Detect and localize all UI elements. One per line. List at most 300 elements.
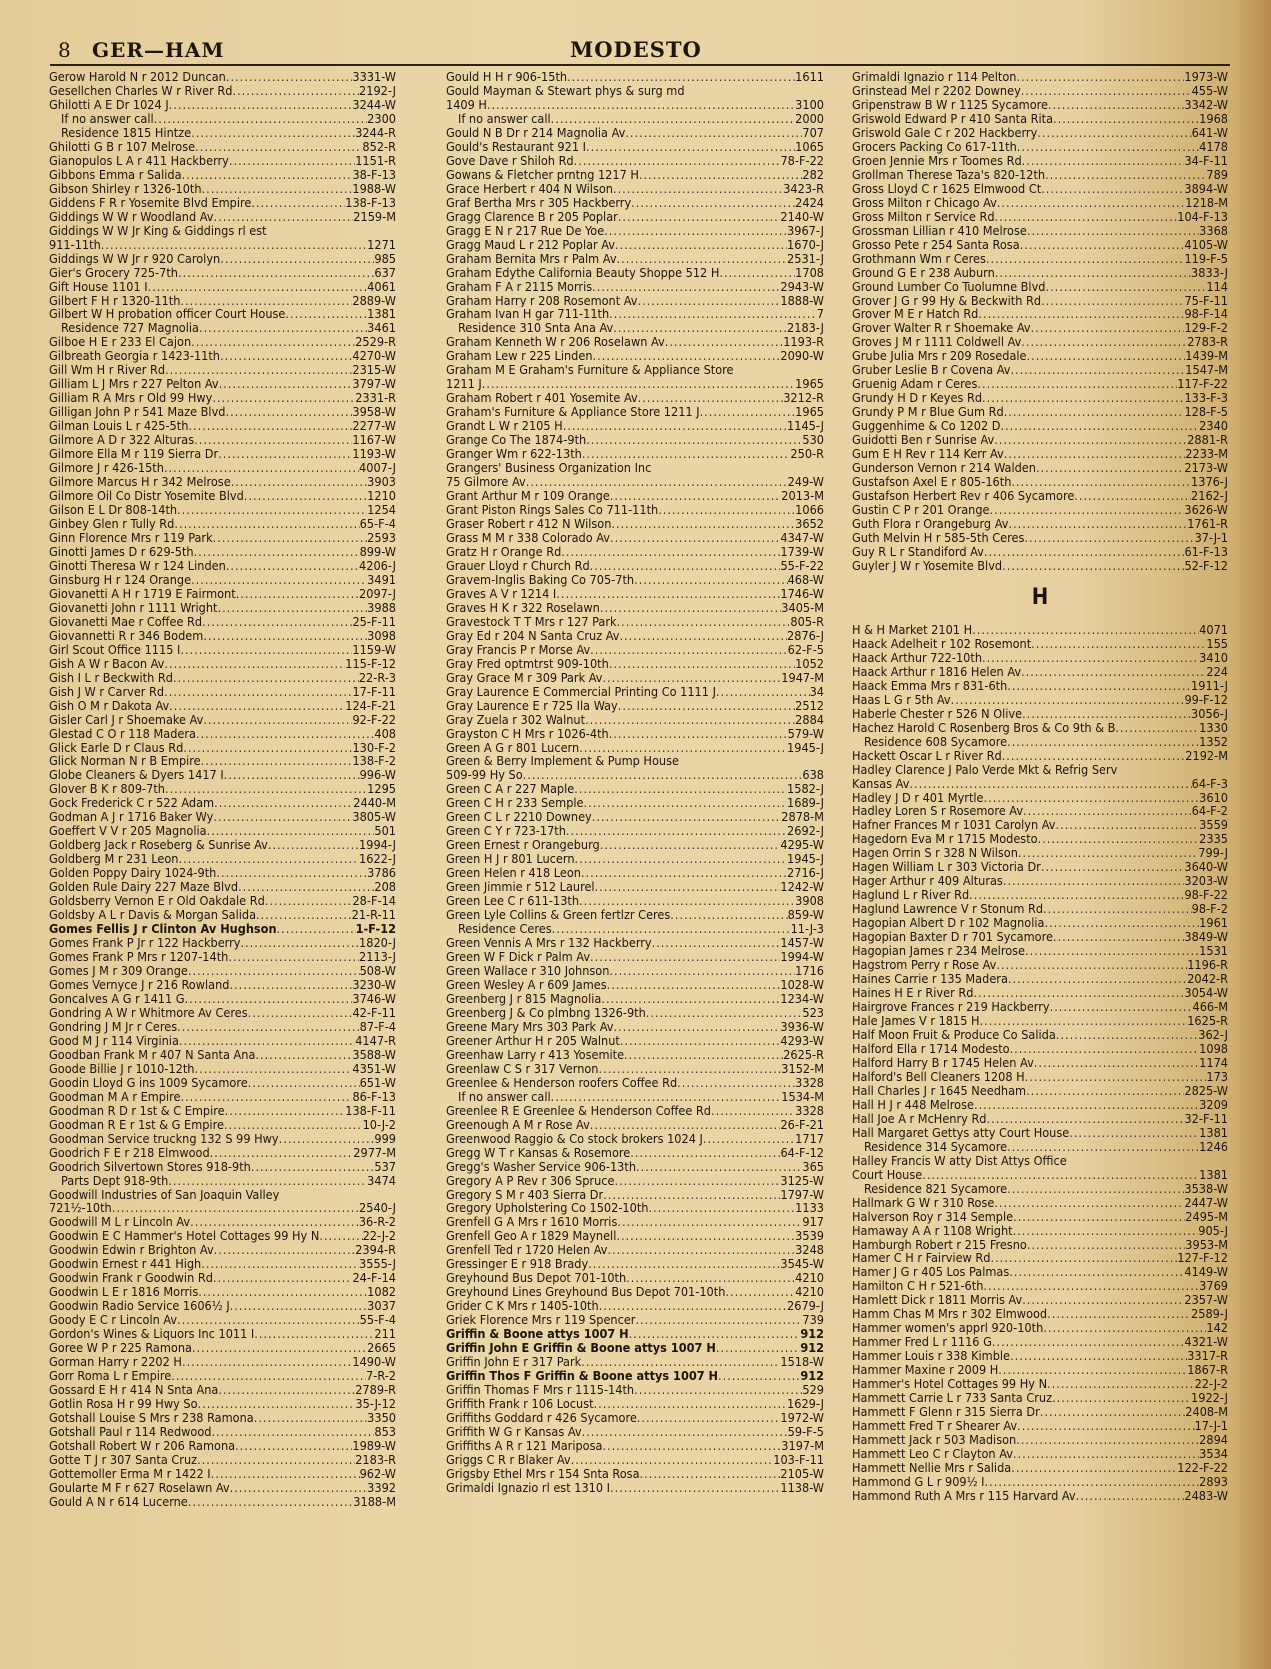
listing-name: Gilmore Marcus H r 342 Melrose xyxy=(49,475,231,490)
listing-entry-head xyxy=(446,84,824,98)
listing-entry-continuation xyxy=(446,475,824,489)
leader-dots xyxy=(973,986,1184,1000)
listing-name: Greenberg J r 815 Magnolia xyxy=(446,991,602,1006)
listing-entry xyxy=(446,224,824,238)
phone-number: 2183-J xyxy=(787,321,824,336)
leader-dots xyxy=(224,768,360,782)
listing-entry xyxy=(49,126,396,140)
listing-name: Hamer C H r Fairview Rd xyxy=(852,1251,991,1266)
leader-dots xyxy=(217,601,367,615)
phone-number: 2000 xyxy=(795,111,824,126)
listing-name: Goularte M F r 627 Roselawn Av xyxy=(49,1480,230,1495)
phone-number: 4351-W xyxy=(352,1061,396,1076)
listing-entry xyxy=(446,782,824,796)
listing-name: Gotlin Rosa H r 99 Hwy So xyxy=(49,1397,198,1411)
listing-name: Graham Harry r 208 Rosemont Av xyxy=(446,293,638,308)
listing-name: Graham Kenneth W r 206 Roselawn Av xyxy=(446,335,665,350)
leader-dots xyxy=(590,559,781,573)
leader-dots xyxy=(211,1425,374,1439)
leader-dots xyxy=(198,1285,367,1299)
listing-name: Goldberg Jack r Roseberg & Sunrise Av xyxy=(49,838,268,853)
leader-dots xyxy=(1027,224,1199,238)
listing-name: Grimaldi Ignazio r 114 Pelton xyxy=(852,70,1017,84)
phone-number: 3652 xyxy=(795,517,824,531)
listing-entry xyxy=(49,559,396,573)
listing-name: Grimaldi Ignazio rl est 1310 I xyxy=(446,1480,611,1495)
leader-dots xyxy=(1048,98,1184,112)
listing-name: Gruber Leslie B r Covena Av xyxy=(852,363,1011,378)
leader-dots xyxy=(177,1313,360,1327)
phone-number: 3538-W xyxy=(1184,1181,1228,1196)
phone-number: 1989-W xyxy=(352,1438,396,1453)
phone-number: 2692-J xyxy=(787,824,824,839)
phone-number: 1867-R xyxy=(1187,1363,1228,1378)
leader-dots xyxy=(995,210,1178,224)
listing-name: Griffin John E r 317 Park xyxy=(446,1355,582,1370)
listing-name: Gomes Frank P Jr r 122 Hackberry xyxy=(49,936,241,951)
phone-number: 1994-W xyxy=(780,950,824,964)
listing-name: Griffin John E Griffin & Boone attys 1007 H xyxy=(446,1341,716,1356)
listing-name: Goodban Frank M r 407 N Santa Ana xyxy=(49,1047,256,1062)
phone-number: 3461 xyxy=(367,321,396,336)
phone-number: 1052 xyxy=(795,656,824,671)
leader-dots xyxy=(615,238,787,252)
listing-name: Haglund Lawrence V r Stonum Rd xyxy=(852,902,1044,917)
phone-number: 466-M xyxy=(1192,1000,1228,1014)
listing-entry xyxy=(446,405,824,419)
listing-name: Gilbreath Georgia r 1423-11th xyxy=(49,349,220,364)
phone-number: 859-W xyxy=(787,908,824,923)
listing-name: Glick Norman N r B Empire xyxy=(49,754,201,769)
leader-dots xyxy=(637,1411,781,1425)
leader-dots xyxy=(1041,182,1184,196)
listing-name: Goldsby A L r Davis & Morgan Salida xyxy=(49,908,257,923)
leader-dots xyxy=(174,517,359,531)
leader-dots xyxy=(1044,916,1199,930)
listing-name: Greenlaw C S r 317 Vernon xyxy=(446,1061,599,1076)
phone-number: 468-W xyxy=(787,572,824,587)
phone-number: 2716-J xyxy=(787,866,824,881)
phone-number: 4321-W xyxy=(1184,1335,1228,1350)
leader-dots xyxy=(1002,559,1184,573)
listing-entry xyxy=(49,894,396,908)
listing-entry xyxy=(852,224,1228,238)
leader-dots xyxy=(1002,749,1186,763)
phone-number: 1218-M xyxy=(1185,195,1228,210)
listing-entry xyxy=(852,1265,1228,1279)
listing-entry xyxy=(446,1229,824,1243)
phone-number: 1582-J xyxy=(787,782,824,797)
leader-dots xyxy=(617,1215,802,1229)
listing-entry xyxy=(446,266,824,280)
listing-name: Gisler Carl J r Shoemake Av xyxy=(49,712,204,727)
listing-entry-head xyxy=(446,363,824,377)
leader-dots xyxy=(618,210,781,224)
leader-dots xyxy=(229,978,352,992)
phone-number: 3037 xyxy=(367,1299,396,1314)
phone-number: 3833-J xyxy=(1191,265,1228,280)
listing-name: Gilmore A D r 322 Alturas xyxy=(49,433,195,448)
listing-entry xyxy=(49,433,396,447)
listing-entry xyxy=(446,741,824,755)
listing-entry xyxy=(49,1425,396,1439)
listing-entry xyxy=(446,1006,824,1020)
phone-number: 3054-W xyxy=(1184,986,1228,1001)
listing-entry-head xyxy=(852,1154,1228,1168)
phone-number: 133-F-3 xyxy=(1184,391,1228,406)
listing-entry xyxy=(49,363,396,377)
leader-dots xyxy=(1010,1042,1200,1056)
listing-entry xyxy=(49,685,396,699)
listing-entry xyxy=(49,1229,396,1243)
leader-dots xyxy=(617,252,788,266)
leader-dots xyxy=(194,433,352,447)
listing-name: Goodwin Ernest r 441 High xyxy=(49,1257,202,1272)
leader-dots xyxy=(1021,84,1192,98)
listing-name: Good M J r 114 Virginia xyxy=(49,1033,179,1048)
listing-name: Gray Zuela r 302 Walnut xyxy=(446,712,586,727)
listing-entry xyxy=(852,930,1228,944)
listing-entry xyxy=(49,615,396,629)
leader-dots xyxy=(255,1048,352,1062)
listing-entry xyxy=(446,196,824,210)
listing-entry-continuation xyxy=(49,238,396,252)
leader-dots xyxy=(1008,517,1187,531)
phone-number: 4061 xyxy=(367,279,396,294)
leader-dots xyxy=(1056,1028,1198,1042)
listing-name: Griffiths Goddard r 426 Sycamore xyxy=(446,1411,637,1425)
listing-entry xyxy=(49,489,396,503)
listing-name: H & H Market 2101 H xyxy=(852,622,973,637)
listing-name: Hall H J r 448 Melrose xyxy=(852,1097,974,1112)
leader-dots xyxy=(1036,461,1184,475)
phone-number: 2878-M xyxy=(781,810,824,825)
phone-number: 3368 xyxy=(1199,223,1228,238)
listing-name: Griffin & Boone attys 1007 H xyxy=(446,1327,629,1342)
listing-name: Gove Dave r Shiloh Rd xyxy=(446,153,574,168)
phone-number: 3849-W xyxy=(1184,930,1228,945)
leader-dots xyxy=(214,796,353,810)
listing-entry xyxy=(49,1327,396,1341)
leader-dots xyxy=(1026,1084,1184,1098)
leader-dots xyxy=(254,1411,367,1425)
listing-name: Griswold Gale C r 202 Hackberry xyxy=(852,125,1038,140)
phone-number: 2529-R xyxy=(355,335,396,350)
listing-entry xyxy=(446,713,824,727)
leader-dots xyxy=(224,1118,363,1132)
listing-entry xyxy=(852,693,1228,707)
listing-entry xyxy=(49,294,396,308)
phone-number: 21-R-11 xyxy=(351,908,396,923)
listing-name: Goodwin Radio Service 1606½ J xyxy=(49,1299,230,1314)
leader-dots xyxy=(590,643,788,657)
listing-name: Goeffert V V r 205 Magnolia xyxy=(49,824,207,839)
listing-entry xyxy=(49,321,396,335)
listing-name: Gish J W r Carver Rd xyxy=(49,684,165,699)
phone-number: 912 xyxy=(800,1341,824,1356)
listing-entry xyxy=(852,126,1228,140)
listing-name: Grass M M r 338 Colorado Av xyxy=(446,530,610,545)
leader-dots xyxy=(620,1034,781,1048)
listing-entry xyxy=(852,1489,1228,1503)
leader-dots xyxy=(610,531,780,545)
phone-number: 1629-J xyxy=(787,1397,824,1411)
listing-entry xyxy=(446,1355,824,1369)
phone-number: 3805-W xyxy=(352,810,396,825)
leader-dots xyxy=(581,1355,780,1369)
leader-dots xyxy=(213,1271,353,1285)
leader-dots xyxy=(268,838,359,852)
phone-number: 3350 xyxy=(367,1411,396,1425)
phone-number: 173 xyxy=(1206,1069,1228,1084)
phone-number: 917 xyxy=(802,1215,824,1230)
phone-number: 2679-J xyxy=(787,1299,824,1314)
listing-entry-head xyxy=(852,763,1228,777)
phone-number: 1167-W xyxy=(352,433,396,448)
phone-number: 3410 xyxy=(1199,650,1228,665)
phone-number: 912 xyxy=(800,1327,824,1342)
listing-entry xyxy=(49,1006,396,1020)
phone-number: 789 xyxy=(1206,167,1228,182)
listing-name: Hagopian Baxter D r 701 Sycamore xyxy=(852,930,1053,945)
listing-entry xyxy=(446,1160,824,1174)
leader-dots xyxy=(1011,1461,1177,1475)
phone-number: 1968 xyxy=(1199,111,1228,126)
leader-dots xyxy=(1016,70,1184,84)
leader-dots xyxy=(986,252,1185,266)
phone-number: 2977-M xyxy=(353,1145,396,1160)
listing-name: Hadley Clarence J Palo Verde Mkt & Refrig Serv xyxy=(852,762,1118,777)
listing-name: Gould's Restaurant 921 I xyxy=(446,139,586,154)
listing-name: Gilmore Oil Co Distr Yosemite Blvd xyxy=(49,489,244,504)
phone-number: 1234-W xyxy=(780,991,824,1006)
listing-name: Hammett Carrie L r 733 Santa Cruz xyxy=(852,1391,1053,1406)
phone-number: 1457-W xyxy=(780,936,824,951)
listing-entry xyxy=(446,168,824,182)
leader-dots xyxy=(191,335,355,349)
leader-dots xyxy=(523,768,803,782)
listing-entry xyxy=(852,1140,1228,1154)
leader-dots xyxy=(526,475,788,489)
listing-entry-head xyxy=(446,754,824,768)
phone-number: 3534 xyxy=(1199,1447,1228,1461)
listing-entry xyxy=(446,824,824,838)
listing-name: Hamer J G r 405 Los Palmas xyxy=(852,1265,1010,1280)
listing-name: 1409 H xyxy=(446,97,487,112)
listing-entry xyxy=(446,908,824,922)
leader-dots xyxy=(1047,1307,1191,1321)
leader-dots xyxy=(1038,832,1200,846)
listing-name: Gustafson Herbert Rev r 406 Sycamore xyxy=(852,489,1075,504)
leader-dots xyxy=(244,489,367,503)
listing-entry xyxy=(446,1285,824,1299)
listing-name: Green Lyle Collins & Green fertlzr Ceres xyxy=(446,908,671,923)
listing-entry xyxy=(49,349,396,363)
listing-name: Hamilton C H r 521-6th xyxy=(852,1279,984,1294)
listing-entry xyxy=(446,1369,824,1383)
listing-entry xyxy=(446,447,824,461)
leader-dots xyxy=(101,238,367,252)
leader-dots xyxy=(212,391,355,405)
phone-number: 1945-J xyxy=(787,740,824,755)
phone-number: 651-W xyxy=(359,1075,396,1090)
listing-entry xyxy=(852,238,1228,252)
listing-name: Gilligan John P r 541 Maze Blvd xyxy=(49,405,226,420)
leader-dots xyxy=(216,866,367,880)
phone-number: 4210 xyxy=(795,1271,824,1286)
phone-number: 2665 xyxy=(367,1341,396,1356)
leader-dots xyxy=(218,1383,355,1397)
listing-entry xyxy=(446,349,824,363)
listing-column-1 xyxy=(49,70,396,1509)
listing-name: Green & Berry Implement & Pump House xyxy=(446,754,679,769)
listing-entry xyxy=(49,70,396,84)
phone-number: 87-F-4 xyxy=(359,1019,396,1034)
listing-name: Hagen Orrin S r 328 N Wilson xyxy=(852,846,1018,861)
leader-dots xyxy=(566,824,787,838)
leader-dots xyxy=(670,908,787,922)
phone-number: 3903 xyxy=(367,475,396,490)
phone-number: 739 xyxy=(802,1313,824,1328)
phone-number: 2483-W xyxy=(1184,1488,1228,1503)
phone-number: 2013-M xyxy=(781,489,824,504)
leader-dots xyxy=(626,1271,795,1285)
phone-number: 65-F-4 xyxy=(359,517,396,531)
listing-name: Grauer Lloyd r Church Rd xyxy=(446,558,590,573)
listing-name: Ginsburg H r 124 Orange xyxy=(49,572,192,587)
listing-entry xyxy=(852,517,1228,531)
leader-dots xyxy=(173,671,359,685)
leader-dots xyxy=(1021,335,1187,349)
listing-name: Gorman Harry r 2202 H xyxy=(49,1355,182,1370)
listing-entry xyxy=(446,866,824,880)
listing-name: Guggenhime & Co 1202 D xyxy=(852,419,1001,434)
phone-number: 1439-M xyxy=(1185,349,1228,364)
leader-dots xyxy=(188,419,352,433)
listing-entry xyxy=(49,713,396,727)
phone-number: 1174 xyxy=(1199,1055,1228,1070)
phone-number: 637 xyxy=(374,265,396,280)
listing-name: Goodwin E C Hammer's Hotel Cottages 99 Hy N xyxy=(49,1229,320,1244)
phone-number: 1761-R xyxy=(1187,517,1228,531)
listing-entry xyxy=(852,294,1228,308)
phone-number: 1973-W xyxy=(1184,70,1228,84)
listing-name: Ginotti Theresa W r 124 Linden xyxy=(49,558,226,573)
leader-dots xyxy=(232,84,359,98)
phone-number: 3212-R xyxy=(783,391,824,406)
leader-dots xyxy=(219,377,353,391)
listing-entry xyxy=(49,587,396,601)
listing-entry xyxy=(49,964,396,978)
listing-entry xyxy=(49,1048,396,1062)
listing-entry xyxy=(446,1215,824,1229)
leader-dots xyxy=(1022,707,1191,721)
phone-number: 1028-W xyxy=(780,977,824,992)
leader-dots xyxy=(265,894,353,908)
leader-dots xyxy=(1025,1070,1207,1084)
listing-name: Gruenig Adam r Ceres xyxy=(852,377,978,392)
listing-name: Gunderson Vernon r 214 Walden xyxy=(852,461,1036,476)
listing-name: Ginn Florence Mrs r 119 Park xyxy=(49,530,213,545)
leader-dots xyxy=(177,1020,360,1034)
leader-dots xyxy=(165,782,367,796)
listing-name: Graham's Furniture & Appliance Store 1211 J xyxy=(446,405,700,420)
leader-dots xyxy=(609,727,788,741)
leader-dots xyxy=(1017,1419,1194,1433)
leader-dots xyxy=(624,1048,783,1062)
listing-entry-continuation xyxy=(446,98,824,112)
listing-name: Graham M E Graham's Furniture & Appliance Store xyxy=(446,363,734,378)
leader-dots xyxy=(177,503,367,517)
phone-number: 62-F-5 xyxy=(787,642,824,657)
leader-dots xyxy=(588,1257,780,1271)
listing-entry xyxy=(852,140,1228,154)
listing-name: Goodwin Edwin r Brighton Av xyxy=(49,1243,214,1258)
listing-name: Haines Carrie r 135 Madera xyxy=(852,972,1008,987)
leader-dots xyxy=(112,1201,359,1215)
phone-number: 26-F-21 xyxy=(780,1117,824,1132)
listing-entry xyxy=(49,1439,396,1453)
listing-entry xyxy=(446,671,824,685)
leader-dots xyxy=(230,1481,368,1495)
listing-name: Giovannetti R r 346 Bodem xyxy=(49,628,204,643)
listing-name: Hammer Fred L r 1116 G xyxy=(852,1335,992,1350)
leader-dots xyxy=(992,1335,1184,1349)
phone-number: 2540-J xyxy=(359,1201,396,1216)
listing-entry xyxy=(49,1118,396,1132)
leader-dots xyxy=(561,545,780,559)
listing-name: Gray Francis P r Morse Av xyxy=(446,642,591,657)
phone-number: 7-R-2 xyxy=(366,1369,396,1384)
listing-name: Hammer women's apprl 920-10th xyxy=(852,1321,1044,1336)
listing-entry xyxy=(446,1439,824,1453)
phone-number: 1330 xyxy=(1199,720,1228,735)
listing-entry xyxy=(852,307,1228,321)
leader-dots xyxy=(592,280,780,294)
listing-name: Ginotti James D r 629-5th xyxy=(49,544,194,559)
phone-number: 3405-M xyxy=(781,600,824,615)
phone-number: 249-W xyxy=(787,475,824,490)
leader-dots xyxy=(226,559,359,573)
listing-entry xyxy=(49,908,396,922)
listing-entry xyxy=(852,1447,1228,1461)
leader-dots xyxy=(984,791,1200,805)
leader-dots xyxy=(582,447,791,461)
listing-entry xyxy=(446,280,824,294)
listing-entry xyxy=(49,1034,396,1048)
phone-number: 1888-W xyxy=(780,293,824,308)
listing-name: Goldberg M r 231 Leon xyxy=(49,852,179,867)
listing-entry xyxy=(852,874,1228,888)
leader-dots xyxy=(230,1299,368,1313)
leader-dots xyxy=(600,838,781,852)
listing-name: Hammer Maxine r 2009 H xyxy=(852,1363,999,1378)
listing-name: Gum E H Rev r 114 Kerr Av xyxy=(852,447,1004,462)
listing-name: Green Vennis A Mrs r 132 Hackberry xyxy=(446,936,652,951)
leader-dots xyxy=(716,1341,801,1355)
leader-dots xyxy=(652,936,781,950)
listing-entry xyxy=(49,1299,396,1313)
leader-dots xyxy=(987,1112,1185,1126)
phone-number: 2192-M xyxy=(1185,748,1228,763)
listing-name: Giddings W W Jr King & Giddings rl est xyxy=(49,223,267,238)
leader-dots xyxy=(1010,363,1185,377)
listing-entry xyxy=(852,489,1228,503)
listing-name: Residence Ceres xyxy=(458,922,552,937)
listing-entry xyxy=(446,1132,824,1146)
listing-entry xyxy=(852,154,1228,168)
leader-dots xyxy=(225,1104,346,1118)
